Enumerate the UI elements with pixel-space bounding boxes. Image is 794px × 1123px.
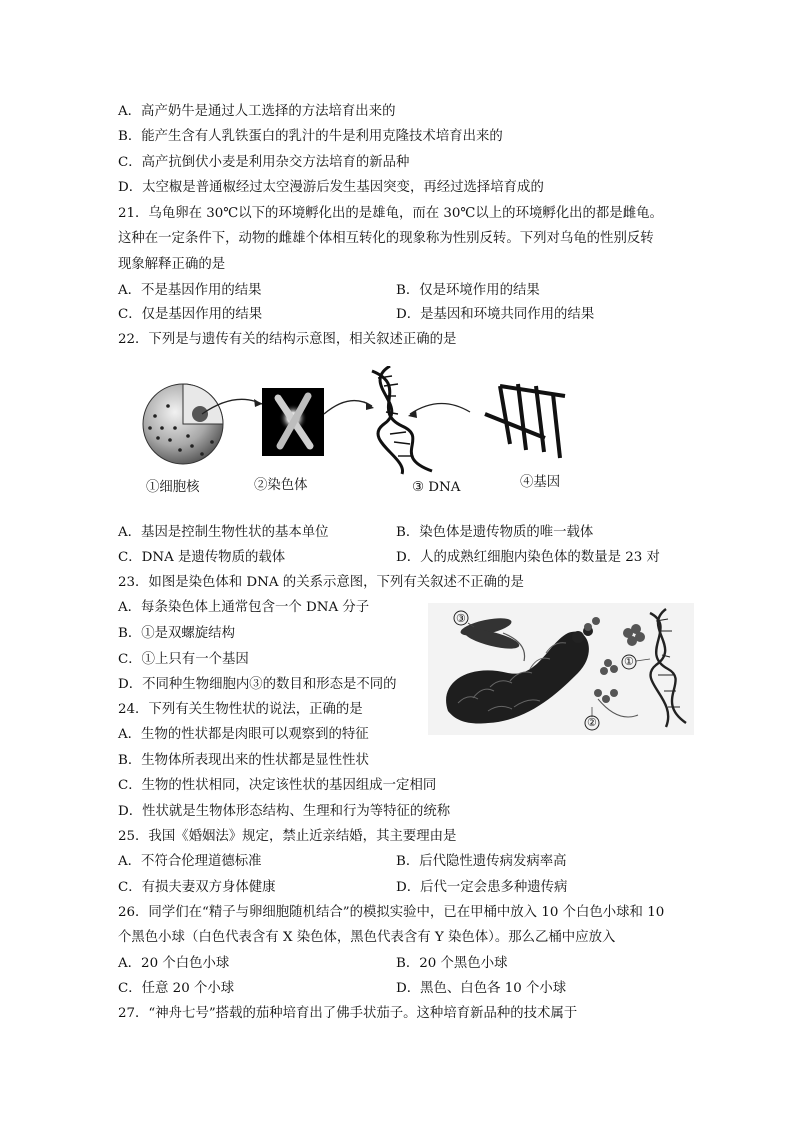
q21-option-c: C．仅是基因作用的结果 [118,307,263,322]
arrow-2 [324,401,372,414]
chromosome-icon [262,388,324,456]
q24-option-b: B．生物体所表现出来的性状都是显性性状 [118,753,369,768]
q25-option-d: D．后代一定会患多种遗传病 [396,880,568,895]
q25-option-c: C．有损夫妻双方身体健康 [118,880,276,895]
label-2: ② [587,716,597,729]
q25-option-b: B．后代隐性遗传病发病率高 [396,854,567,869]
q24-option-a: A．生物的性状都是肉眼可以观察到的特征 [118,727,369,742]
q20-option-c: C．高产抗倒伏小麦是利用杂交方法培育的新品种 [118,155,410,170]
q22-stem: 22．下列是与遗传有关的结构示意图，相关叙述正确的是 [118,332,457,347]
q20-option-a: A．高产奶牛是通过人工选择的方法培育出来的 [118,104,396,119]
label-1: ① [624,655,634,668]
q23-option-a: A．每条染色体上通常包含一个 DNA 分子 [118,600,370,615]
gene-ladder-icon [485,384,565,458]
q23-option-b: B．①是双螺旋结构 [118,626,235,641]
q21-option-b: B．仅是环境作用的结果 [396,283,540,298]
q20-option-d: D．太空椒是普通椒经过太空漫游后发生基因突变，再经过选择培育成的 [118,180,544,195]
q21-stem-line1: 21．乌龟卵在 30℃以下的环境孵化出的是雄龟，而在 30℃以上的环境孵化出的都是雌龟。 [118,206,663,221]
q22-option-c: C．DNA 是遗传物质的载体 [118,550,286,565]
q21-option-d: D．是基因和环境共同作用的结果 [396,307,595,322]
chromosome-dna-figure [428,603,694,735]
q22-option-b: B．染色体是遗传物质的唯一载体 [396,525,594,540]
q21-stem-line3: 现象解释正确的是 [118,257,226,272]
q22-option-d: D．人的成熟红细胞内染色体的数量是 23 对 [396,550,660,565]
caption-chromosome: ②染色体 [254,478,308,493]
q25-stem: 25．我国《婚姻法》规定，禁止近亲结婚，其主要理由是 [118,829,457,844]
q20-option-b: B．能产生含有人乳铁蛋白的乳汁的牛是利用克隆技术培育出来的 [118,129,503,144]
q24-stem: 24．下列有关生物性状的说法，正确的是 [118,702,363,717]
caption-dna: ③ DNA [412,480,461,495]
arrow-3 [410,403,470,414]
q24-option-c: C．生物的性状相同，决定该性状的基因组成一定相同 [118,778,437,793]
q26-stem-line1: 26．同学们在“精子与卵细胞随机结合”的模拟实验中，已在甲桶中放入 10 个白色小球和 10 [118,905,665,920]
q26-option-d: D．黑色、白色各 10 个小球 [396,981,567,996]
q24-option-d: D．性状就是生物体形态结构、生理和行为等特征的统称 [118,804,451,819]
q21-stem-line2: 这种在一定条件下，动物的雌雄个体相互转化的现象称为性别反转。下列对乌龟的性别反转 [118,231,654,246]
q23-stem: 23．如图是染色体和 DNA 的关系示意图，下列有关叙述不正确的是 [118,575,524,590]
q26-option-c: C．任意 20 个小球 [118,981,235,996]
q22-option-a: A．基因是控制生物性状的基本单位 [118,525,329,540]
label-3: ③ [456,612,466,625]
q23-option-d: D．不同种生物细胞内③的数目和形态是不同的 [118,677,397,692]
q26-option-b: B．20 个黑色小球 [396,956,508,971]
q27-stem: 27．“神舟七号”搭载的茄种培育出了佛手状茄子。这种培育新品种的技术属于 [118,1006,578,1021]
q26-stem-line2: 个黑色小球（白色代表含有 X 染色体，黑色代表含有 Y 染色体）。那么乙桶中应放入 [118,930,616,945]
caption-gene: ④基因 [520,475,561,490]
caption-cell-nucleus: ①细胞核 [146,480,200,495]
genetics-structure-figure [140,366,580,476]
q25-option-a: A．不符合伦理道德标准 [118,854,262,869]
q21-option-a: A．不是基因作用的结果 [118,283,262,298]
q26-option-a: A．20 个白色小球 [118,956,230,971]
cell-nucleus-icon [143,384,223,464]
dna-helix-icon [372,366,432,474]
q23-option-c: C．①上只有一个基因 [118,652,249,667]
